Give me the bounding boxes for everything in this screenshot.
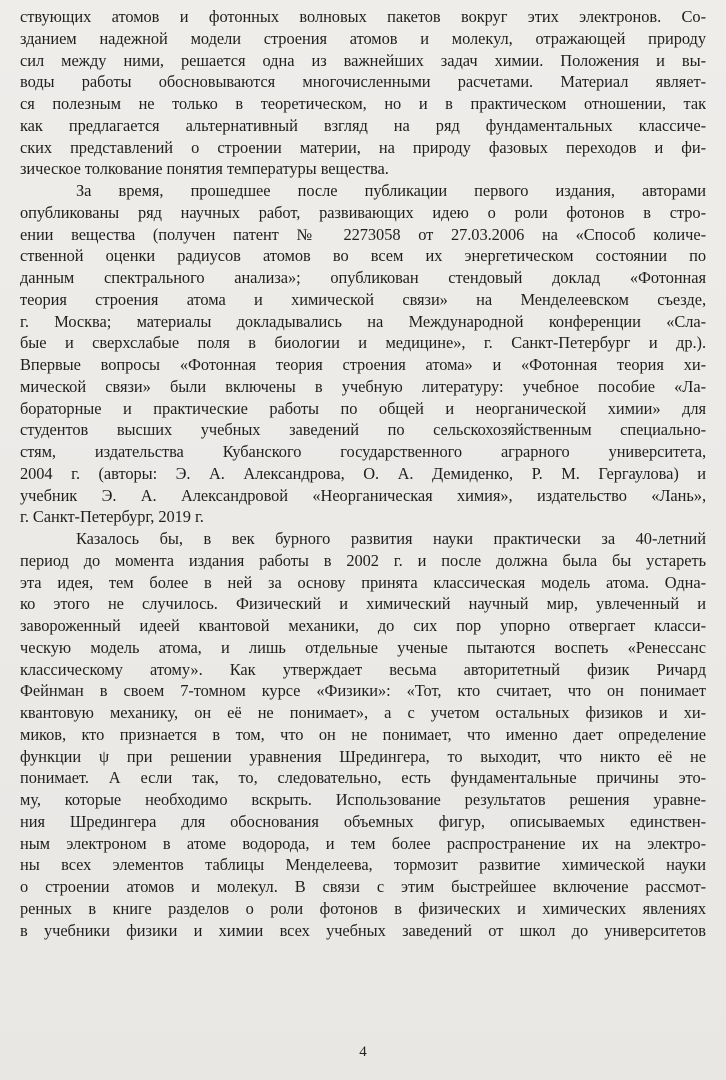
text-line: ственной оценки радиусов атомов во всем их энергетическом состоянии по — [20, 246, 706, 266]
text-line: в учебники физики и химии всех учебных заведений от школ до университетов — [20, 920, 706, 940]
text-line: понимает. А если так, то, следовательно, есть фундаментальные причины это- — [20, 768, 706, 788]
text-line: ствующих атомов и фотонных волновых пакетов вокруг этих электронов. Со- — [20, 7, 706, 26]
text-line: эта идея, тем более в ней за основу принята классическая модель атома. Одна- — [20, 572, 706, 592]
text-line: ренных в книге разделов о роли фотонов в физических и химических явлениях — [20, 898, 706, 918]
text-line: данным спектрального анализа»; опубликован стендовый доклад «Фотонная — [20, 268, 706, 287]
text-line: му, которые необходимо вскрыть. Использование результатов решения уравне- — [20, 790, 706, 809]
text-line: бораторные и практические работы по общей и неорганической химии» для — [20, 398, 706, 418]
text-line: завороженный идеей квантовой механики, до сих пор упорно отвергает класси- — [20, 616, 706, 635]
page-number: 4 — [359, 1044, 367, 1060]
text-line: классическому атому». Как утверждает весьма авторитетный физик Ричард — [20, 659, 706, 679]
text-line: Казалось бы, в век бурного развития науки практически за 40-летний — [76, 529, 706, 548]
text-line: сил между ними, решается одна из важнейших задач химии. Положения и вы- — [20, 50, 706, 70]
text-line: Впервые вопросы «Фотонная теория строения атома» и «Фотонная теория хи- — [20, 355, 706, 374]
text-line: период до момента издания работы в 2002 г. и после должна была бы устареть — [20, 550, 706, 570]
text-line: зданием надежной модели строения атомов и молекул, отражающей природу — [20, 28, 706, 48]
text-line: учебник Э. А. Александровой «Неорганическая химия», издательство «Лань», — [20, 485, 706, 505]
text-line: мической связи» были включены в учебную литературу: учебное пособие «Ла- — [20, 376, 706, 396]
text-line: г. Санкт-Петербург, 2019 г. — [20, 507, 204, 527]
text-line: квантовую механику, он её не понимает», а с учетом остальных физиков и хи- — [20, 703, 706, 722]
text-line: бые и сверхслабые поля в биологии и медицине», г. Санкт-Петербург и др.). — [20, 333, 706, 353]
text-line: ческую модель атома, и лишь отдельные ученые пытаются воспеть «Ренессанс — [20, 637, 706, 657]
text-line: о строении атомов и молекул. В связи с этим быстрейшее включение рассмот- — [20, 877, 706, 896]
text-line: теория строения атома и химической связи» на Менделеевском съезде, — [20, 289, 706, 309]
text-line: ным электроном в атоме водорода, и тем более распространение их на электро- — [20, 833, 706, 853]
text-line: опубликованы ряд научных работ, развивающих идею о роли фотонов в стро- — [20, 202, 706, 222]
text-line: г. Москва; материалы докладывались на Международной конференции «Сла- — [20, 311, 706, 331]
text-line: как предлагается альтернативный взгляд на ряд фундаментальных классиче- — [20, 115, 706, 135]
text-line: ении вещества (получен патент № 2273058 от 27.03.2006 на «Способ количе- — [20, 224, 706, 244]
text-line: стям, издательства Кубанского государственного аграрного университета, — [20, 442, 706, 461]
text-line: зическое толкование понятия температуры вещества. — [20, 159, 389, 179]
text-line: ся полезным не только в теоретическом, но и в практическом отношении, так — [20, 94, 706, 113]
text-line: студентов высших учебных заведений по сельскохозяйственным специально- — [20, 420, 706, 440]
text-line: Фейнман в своем 7-томном курсе «Физики»: «Тот, кто считает, что он понимает — [20, 681, 706, 701]
text-line: миков, кто признается в том, что он не понимает, что именно дает определение — [20, 724, 706, 744]
text-line: 2004 г. (авторы: Э. А. Александрова, О. А. Демиденко, Р. М. Гергаулова) и — [20, 463, 706, 483]
text-line: воды работы обосновываются многочисленными расчетами. Материал являет- — [20, 72, 706, 92]
text-line: ния Шредингера для обоснования объемных фигур, описываемых единствен- — [20, 811, 706, 831]
text-line: функции ψ при решении уравнения Шредингера, то выходит, что никто её не — [20, 746, 706, 766]
text-line: ко этого не случилось. Физический и химический научный мир, увлеченный и — [20, 594, 706, 614]
body-text — [20, 6, 706, 941]
text-line: ны всех элементов таблицы Менделеева, тормозит развитие химической науки — [20, 855, 706, 875]
text-line: ских представлений о строении материи, на природу фазовых переходов и фи- — [20, 137, 706, 157]
text-line: За время, прошедшее после публикации первого издания, авторами — [76, 181, 706, 200]
